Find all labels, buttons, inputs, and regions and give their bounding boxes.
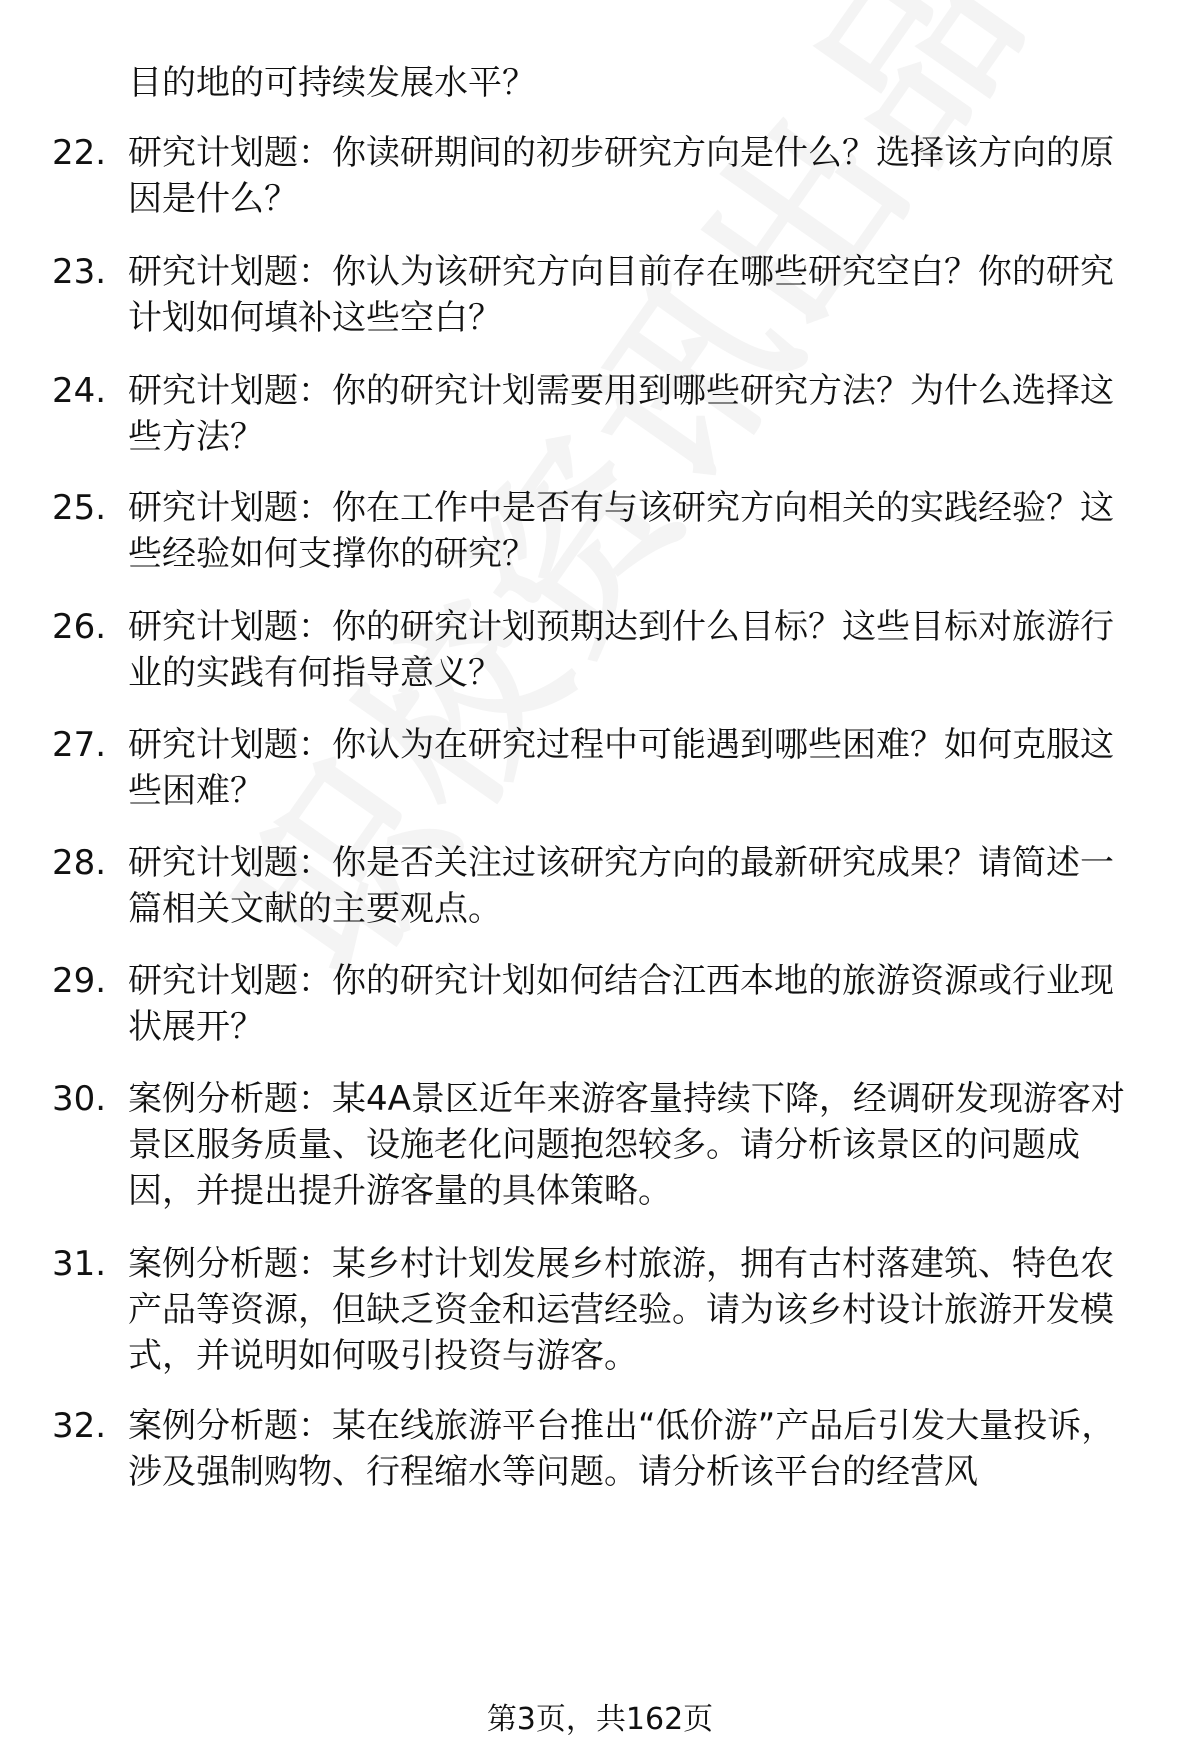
question-number: 32. (52, 1406, 107, 1446)
question-text: 研究计划题：你是否关注过该研究方向的最新研究成果？请简述一篇相关文献的主要观点。 (128, 843, 1114, 929)
question-text: 研究计划题：你的研究计划需要用到哪些研究方法？为什么选择这些方法？ (128, 371, 1114, 457)
question-number: 24. (52, 371, 107, 411)
question-number: 27. (52, 725, 107, 765)
question-text: 研究计划题：你认为在研究过程中可能遇到哪些困难？如何克服这些困难？ (128, 725, 1114, 811)
question-number: 23. (52, 252, 107, 292)
question-number: 30. (52, 1079, 107, 1119)
question-continuation: 目的地的可持续发展水平？ (128, 63, 536, 103)
question-text: 案例分析题：某乡村计划发展乡村旅游，拥有古村落建筑、特色农产品等资源，但缺乏资金和运营经验。请为该乡村设计旅游开发模式，并说明如何吸引投资与游客。 (128, 1244, 1114, 1376)
question-text: 研究计划题：你认为该研究方向目前存在哪些研究空白？你的研究计划如何填补这些空白？ (128, 252, 1114, 338)
question-number: 31. (52, 1244, 107, 1284)
question-text: 案例分析题：某4A景区近年来游客量持续下降，经调研发现游客对景区服务质量、设施老化问题抱怨较多。请分析该景区的问题成因，并提出提升游客量的具体策略。 (128, 1079, 1125, 1211)
question-number: 22. (52, 133, 107, 173)
page-footer: 第3页，共162页 (486, 1702, 714, 1737)
question-text: 研究计划题：你读研期间的初步研究方向是什么？选择该方向的原因是什么？ (128, 133, 1114, 219)
question-number: 28. (52, 843, 107, 883)
question-number: 29. (52, 961, 107, 1001)
question-number: 26. (52, 607, 107, 647)
question-text: 案例分析题：某在线旅游平台推出“低价游”产品后引发大量投诉，涉及强制购物、行程缩水等问题。请分析该平台的经营风 (128, 1406, 1116, 1492)
question-text: 研究计划题：你的研究计划预期达到什么目标？这些目标对旅游行业的实践有何指导意义？ (128, 607, 1114, 693)
question-number: 25. (52, 488, 107, 528)
question-text: 研究计划题：你的研究计划如何结合江西本地的旅游资源或行业现状展开？ (128, 961, 1114, 1047)
question-text: 研究计划题：你在工作中是否有与该研究方向相关的实践经验？这些经验如何支撑你的研究？ (128, 488, 1114, 574)
